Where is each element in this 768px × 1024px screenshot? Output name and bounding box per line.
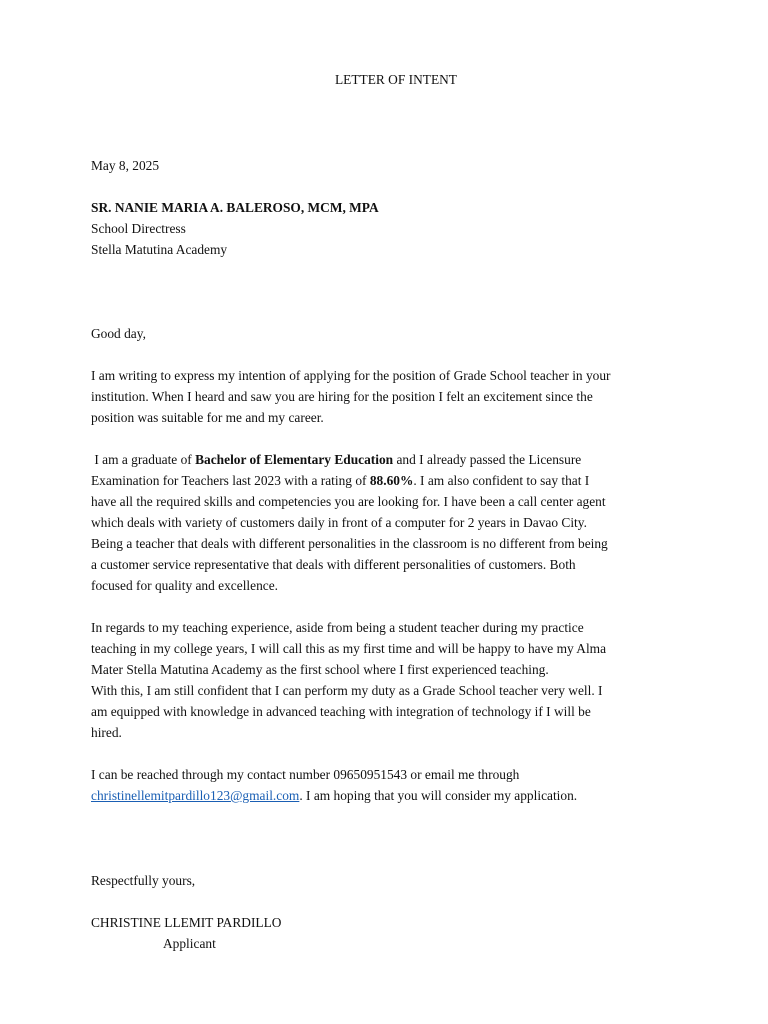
paragraph-line: In regards to my teaching experience, aside from being a student teacher during my practice	[91, 620, 584, 635]
recipient-block	[91, 197, 691, 260]
paragraph-line	[91, 785, 691, 806]
email-link[interactable]: christinellemitpardillo123@gmail.com	[91, 788, 300, 803]
paragraph-line: Being a teacher that deals with different personalities in the classroom is no different from being	[91, 536, 608, 551]
signature-title: Applicant	[163, 936, 216, 951]
paragraph-line: focused for quality and excellence.	[91, 578, 279, 593]
greeting	[91, 323, 691, 344]
paragraph-line: With this, I am still confident that I can perform my duty as a Grade School teacher very well. I	[91, 683, 603, 698]
paragraph-line: which deals with variety of customers daily in front of a computer for 2 years in Davao City.	[91, 515, 587, 530]
recipient-name-text: SR. NANIE MARIA A. BALEROSO, MCM, MPA	[91, 200, 379, 215]
paragraph-line: a customer service representative that deals with different personalities of customers. Both	[91, 557, 576, 572]
document-title: LETTER OF INTENT	[335, 72, 457, 87]
text-run: and I already passed the Licensure	[393, 452, 582, 467]
paragraph-line: hired.	[91, 725, 122, 740]
paragraph-contact	[91, 764, 691, 806]
signature-block	[91, 912, 691, 954]
paragraph-line: institution. When I heard and saw you are hiring for the position I felt an excitement since the	[91, 389, 593, 404]
paragraph-line	[91, 470, 691, 491]
paragraph-line: teaching in my college years, I will call this as my first time and will be happy to have my Alma	[91, 641, 607, 656]
paragraph-intro	[91, 365, 691, 428]
signature-name: CHRISTINE LLEMIT PARDILLO	[91, 915, 282, 930]
closing-text: Respectfully yours,	[91, 873, 196, 888]
paragraph-line: I am writing to express my intention of applying for the position of Grade School teacher in your	[91, 368, 611, 383]
recipient-position: School Directress	[91, 221, 186, 236]
text-run: . I am also confident to say that I	[413, 473, 590, 488]
date-text: May 8, 2025	[91, 158, 160, 173]
paragraph-experience	[91, 617, 691, 743]
rating-text: 88.60%	[369, 473, 414, 488]
recipient-name	[91, 197, 691, 218]
paragraph-line: I can be reached through my contact number 09650951543 or email me through	[91, 767, 520, 782]
letter-date	[91, 155, 691, 176]
paragraph-line	[91, 449, 691, 470]
closing	[91, 870, 691, 891]
paragraph-line: position was suitable for me and my career.	[91, 410, 324, 425]
greeting-text: Good day,	[91, 326, 146, 341]
text-run: Examination for Teachers last 2023 with a rating of	[91, 473, 370, 488]
paragraph-line: am equipped with knowledge in advanced teaching with integration of technology if I will be	[91, 704, 591, 719]
text-run: . I am hoping that you will consider my application.	[299, 788, 578, 803]
paragraph-line: Mater Stella Matutina Academy as the first school where I first experienced teaching.	[91, 662, 549, 677]
paragraph-qualifications	[91, 449, 691, 596]
paragraph-line: have all the required skills and competencies you are looking for. I have been a call center agent	[91, 494, 606, 509]
recipient-school: Stella Matutina Academy	[91, 242, 228, 257]
text-run: I am a graduate of	[91, 452, 196, 467]
degree-text: Bachelor of Elementary Education	[195, 452, 394, 467]
